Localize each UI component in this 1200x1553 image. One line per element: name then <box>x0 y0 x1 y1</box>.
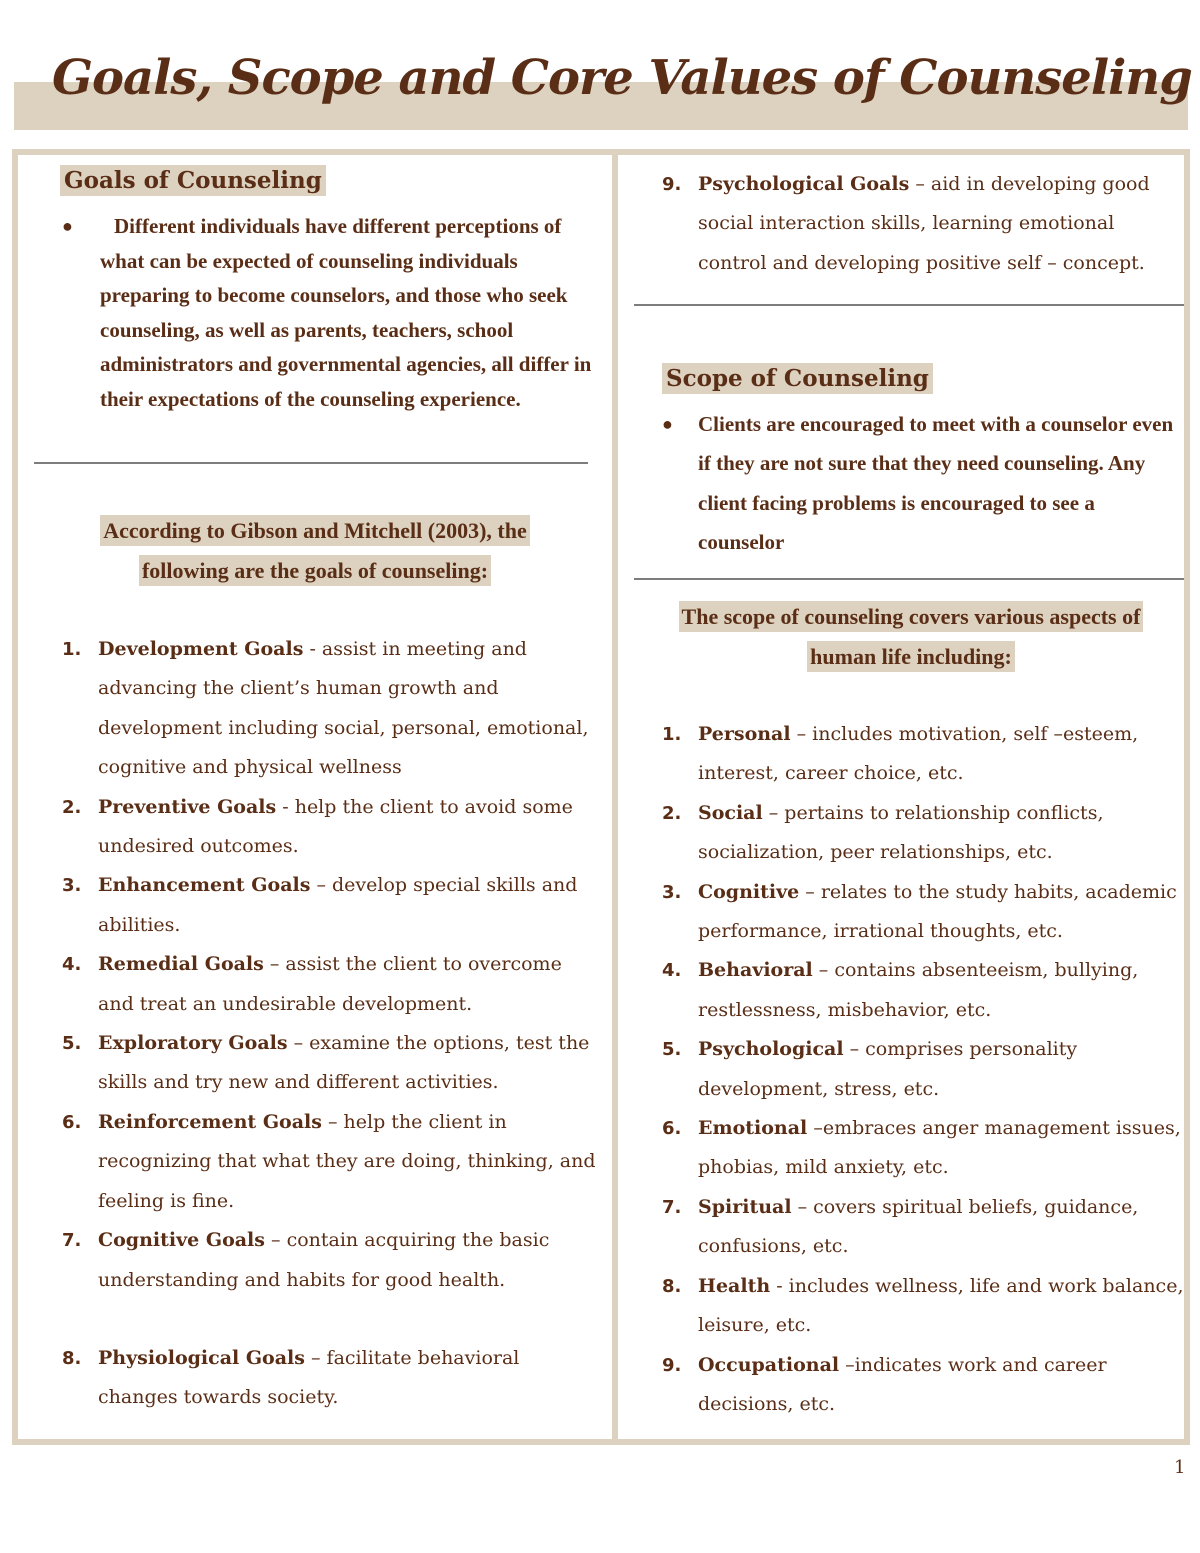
list-description: – examine the options, test the skills and try new and different activities. <box>98 1032 590 1094</box>
content-frame <box>12 149 1190 1445</box>
list-number: 7. <box>662 1196 682 1218</box>
list-term: Personal <box>698 723 791 745</box>
list-number: 7. <box>62 1230 82 1252</box>
list-number: 3. <box>62 875 82 897</box>
list-description: – pertains to relationship conflicts, socialization, peer relationships, etc. <box>698 801 1104 864</box>
list-term: Remedial Goals <box>98 953 264 976</box>
list-description: – comprises personality development, stress, etc. <box>698 1038 1078 1100</box>
list-item: 9. Psychological Goals – aid in developing good social interaction skills, learning emotional control and developing positive self – concept. <box>662 173 1150 274</box>
list-item <box>62 1339 598 1418</box>
bullet-icon: ● <box>662 414 673 434</box>
list-item <box>62 630 598 788</box>
page-number: 1 <box>1174 1457 1186 1478</box>
bullet-icon: ● <box>62 216 73 236</box>
list-number: 1. <box>62 639 82 660</box>
list-term: Development Goals <box>98 638 304 660</box>
list-number: 5. <box>62 1033 82 1055</box>
list-number: 4. <box>662 960 682 982</box>
list-item <box>62 1221 598 1300</box>
list-item <box>662 1267 1184 1346</box>
list-item <box>62 866 598 945</box>
list-description: – relates to the study habits, academic performance, irrational thoughts, etc. <box>698 880 1177 943</box>
list-term: Psychological <box>698 1038 844 1061</box>
list-description: – contain acquiring the basic understanding and habits for good health. <box>98 1229 550 1291</box>
list-term: Health <box>698 1274 771 1297</box>
goals-intro-bullet <box>62 209 598 416</box>
list-description: – includes motivation, self –esteem, interest, career choice, etc. <box>698 723 1139 785</box>
divider-line <box>34 462 588 464</box>
list-term: Occupational <box>698 1353 840 1376</box>
list-item <box>662 1109 1184 1188</box>
gibson-heading: According to Gibson and Mitchell (2003), the following are the goals of counseling: <box>18 511 612 591</box>
divider-line <box>634 578 1184 580</box>
list-number: 8. <box>662 1275 682 1297</box>
list-number: 2. <box>662 802 682 824</box>
list-item <box>662 794 1184 873</box>
list-term: Preventive Goals <box>98 795 277 818</box>
list-item <box>62 945 598 1024</box>
list-number: 5. <box>662 1039 682 1061</box>
list-term: Physiological Goals <box>98 1346 305 1369</box>
list-item <box>662 1346 1184 1425</box>
list-description: – facilitate behavioral changes towards society. <box>98 1346 520 1409</box>
list-item <box>662 951 1184 1030</box>
goals-intro-text: Different individuals have different perceptions of what can be expected of counseling individuals preparing to become counselors, and those who seek counseling, as well as parents, teachers, school administrators and governmental agencies, all differ in their expectations of the counseling experience. <box>100 214 592 411</box>
list-item <box>662 715 1184 794</box>
list-term: Emotional <box>698 1117 808 1140</box>
list-term: Enhancement Goals <box>98 874 311 897</box>
list-item <box>62 1024 598 1103</box>
list-description: - help the client to avoid some undesired outcomes. <box>98 795 573 858</box>
goals-heading: Goals of Counseling <box>60 167 326 194</box>
list-term: Cognitive Goals <box>98 1229 265 1252</box>
list-number: 3. <box>662 881 682 903</box>
list-description: - includes wellness, life and work balance, leisure, etc. <box>698 1274 1184 1337</box>
scope-heading: Scope of Counseling <box>662 365 933 392</box>
list-term: Reinforcement Goals <box>98 1110 322 1133</box>
list-description: – develop special skills and abilities. <box>98 874 578 936</box>
list-number: 2. <box>62 796 82 818</box>
list-number: 4. <box>62 954 82 976</box>
list-term: Behavioral <box>698 959 813 982</box>
list-description: – contains absenteeism, bullying, restlessness, misbehavior, etc. <box>698 959 1139 1021</box>
list-item <box>662 1188 1184 1267</box>
list-number: 6. <box>662 1118 682 1140</box>
list-item <box>662 1030 1184 1109</box>
list-term: Exploratory Goals <box>98 1032 288 1055</box>
list-item <box>62 788 598 867</box>
goal-9-list <box>662 165 1178 283</box>
list-number: 1. <box>662 724 682 745</box>
list-item <box>662 873 1184 952</box>
list-description: –embraces anger management issues, phobias, mild anxiety, etc. <box>698 1117 1181 1179</box>
list-description: – help the client in recognizing that what they are doing, thinking, and feeling is fine. <box>98 1110 596 1212</box>
list-item <box>62 1103 598 1221</box>
column-divider <box>612 155 618 1439</box>
list-term: Social <box>698 801 763 824</box>
scope-list <box>662 715 1184 1424</box>
list-number: 9. <box>662 1354 682 1376</box>
scope-intro-bullet <box>662 405 1184 563</box>
list-description: –indicates work and career decisions, etc. <box>698 1353 1107 1415</box>
list-number: 6. <box>62 1111 82 1133</box>
list-term: Spiritual <box>698 1195 792 1218</box>
list-description: – assist the client to overcome and treat an undesirable development. <box>98 953 562 1015</box>
list-description: - assist in meeting and advancing the client’s human growth and development including social, personal, emotional, cognitive and physical wellness <box>98 638 589 779</box>
list-term: Cognitive <box>698 880 800 903</box>
scope-subheading: The scope of counseling covers various aspects of human life including: <box>638 597 1184 677</box>
list-description: – covers spiritual beliefs, guidance, confusions, etc. <box>698 1195 1139 1258</box>
goals-list <box>62 630 598 1418</box>
divider-line <box>634 304 1184 306</box>
list-number: 8. <box>62 1347 82 1369</box>
page-title: Goals, Scope and Core Values of Counseling <box>52 50 1192 106</box>
scope-intro-text: Clients are encouraged to meet with a counselor even if they are not sure that they need counseling. Any client facing problems is encouraged to see a counselor <box>698 412 1174 555</box>
